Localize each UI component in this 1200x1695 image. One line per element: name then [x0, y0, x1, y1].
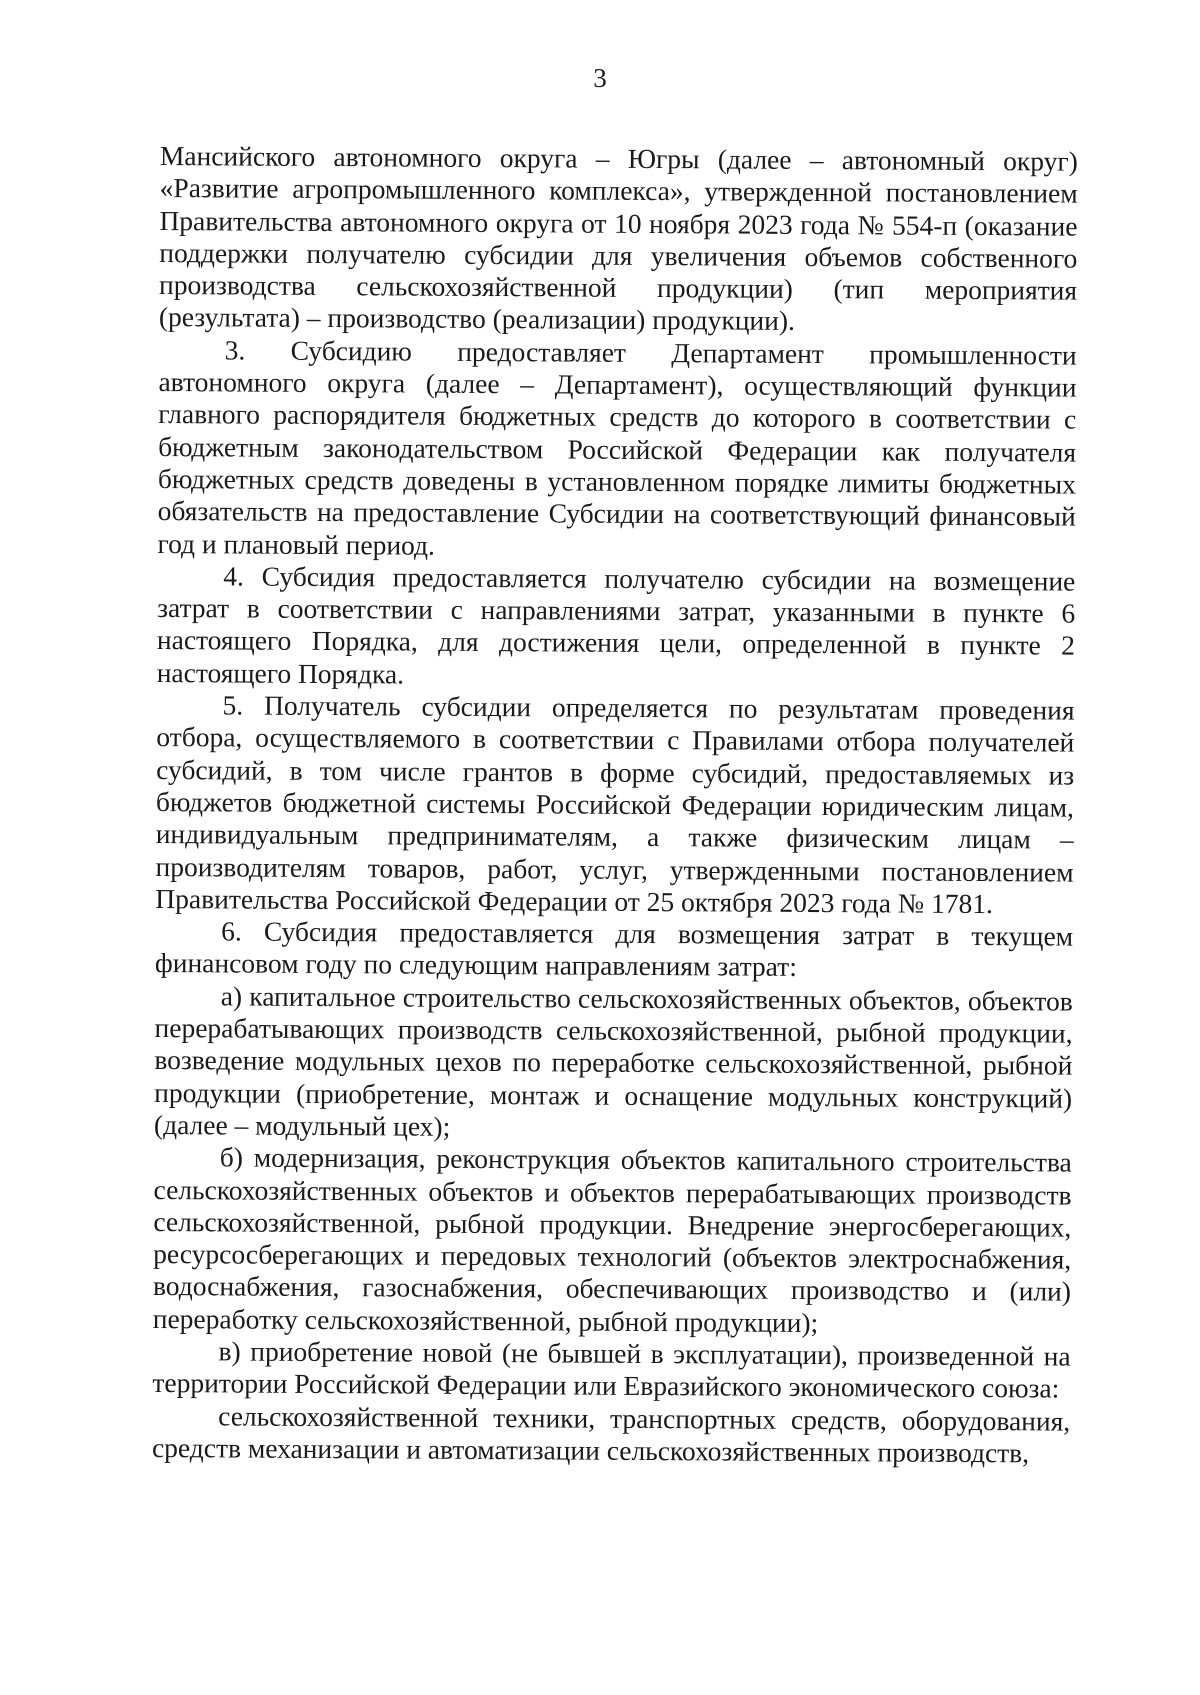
document-body: [152, 140, 1078, 1470]
page-number: 3: [593, 63, 607, 93]
paragraph-continuation: Мансийского автономного округа – Югры (далее – автономный округ) «Развитие агропромышленного комплекса», утвержденной постановлением Правительства автономного округа от 10 ноября 2023 года № 554-п (оказание поддержки получателю субсидии для увеличения объемов собственного производства сельскохозяйственной продукции) (тип мероприятия (результата) – производство (реализации) продукции).: [158, 140, 1078, 337]
paragraph-item-5: 5. Получатель субсидии определяется по результатам проведения отбора, осуществляемого в соответствии с Правилами отбора получателей субсидий, в том числе грантов в форме субсидий, предоставляемых из бюджетов бюджетной системы Российской Федерации юридическим лицам, индивидуальным предпринимателям, а также физическим лицам – производителям товаров, работ, услуг, утвержденными постановлением Правительства Российской Федерации от 25 октября 2023 года № 1781.: [155, 689, 1075, 919]
subitem-b: б) модернизация, реконструкция объектов капитального строительства сельскохозяйственных объектов и объектов перерабатывающих производств сельскохозяйственной, рыбной продукции. Внедрение энергосберегающих, ресурсосберегающих и передовых технологий (объектов электроснабжения, водоснабжения, газоснабжения, обеспечивающих производство и (или) переработку сельскохозяйственной, рыбной продукции);: [152, 1141, 1072, 1338]
subitem-v: в) приобретение новой (не бывшей в эксплуатации), произведенной на территории Российской Федерации или Евразийского экономического союза:: [152, 1335, 1071, 1404]
subitem-a: а) капитальное строительство сельскохозяйственных объектов, объектов перерабатывающих производств сельскохозяйственной, рыбной продукции, возведение модульных цехов по переработке сельскохозяйственной, рыбной продукции (приобретение, монтаж и оснащение модульных конструкций) (далее – модульный цех);: [153, 980, 1073, 1142]
paragraph-item-3: 3. Субсидию предоставляет Департамент промышленности автономного округа (далее – Департамент), осуществляющий функции главного распорядителя бюджетных средств до которого в соответствии с бюджетным законодательством Российской Федерации как получателя бюджетных средств доведены в установленном порядке лимиты бюджетных обязательств на предоставление Субсидии на соответствующий финансовый год и плановый период.: [157, 334, 1077, 561]
subitem-v-continuation: сельскохозяйственной техники, транспортных средств, оборудования, средств механизации и автоматизации сельскохозяйственных производств,: [151, 1399, 1071, 1469]
paragraph-item-4: 4. Субсидия предоставляется получателю субсидии на возмещение затрат в соответствии с направлениями затрат, указанными в пункте 6 настоящего Порядка, для достижения цели, определенной в пункте 2 настоящего Порядка.: [156, 560, 1076, 690]
paragraph-item-6: 6. Субсидия предоставляется для возмещения затрат в текущем финансовом году по следующим направлениям затрат:: [154, 915, 1074, 983]
